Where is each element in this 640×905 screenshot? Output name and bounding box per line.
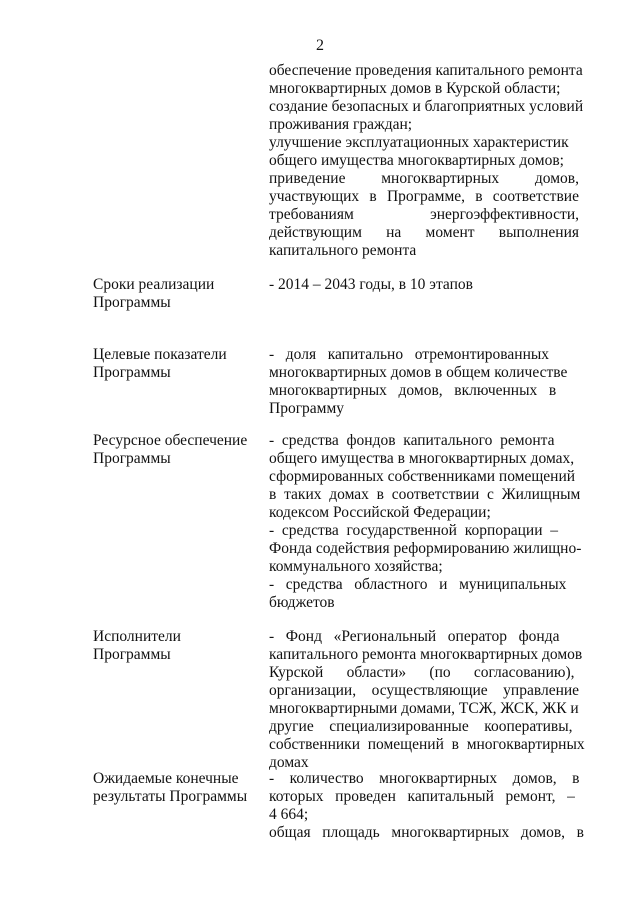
goals-line bbox=[269, 224, 579, 242]
label-line: результаты Программы bbox=[93, 788, 248, 805]
word: многоквартирных bbox=[381, 170, 500, 187]
goals-line: многоквартирных домов в Курской области; bbox=[269, 80, 561, 97]
goals-line bbox=[269, 188, 579, 206]
label-line: Программы bbox=[93, 364, 171, 381]
word: приведение bbox=[269, 170, 346, 187]
value-line: - Фонд «Региональный оператор фонда bbox=[269, 628, 560, 645]
value-line: Курской области» (по согласованию), bbox=[269, 664, 575, 681]
label-line: Целевые показатели bbox=[93, 346, 227, 363]
word: энергоэффективности, bbox=[430, 206, 579, 223]
value-line: многоквартирных домов в общем количестве bbox=[269, 364, 568, 381]
word: выполнения bbox=[498, 224, 579, 241]
word: в bbox=[475, 188, 483, 205]
section-value-executors bbox=[269, 628, 585, 772]
label-line: Ожидаемые конечные bbox=[93, 770, 239, 787]
label-line: Программы bbox=[93, 646, 171, 663]
word: на bbox=[386, 224, 402, 241]
value-line: - средства государственной корпорации – bbox=[269, 522, 559, 539]
word: в bbox=[369, 188, 377, 205]
value-line: которых проведен капитальный ремонт, – bbox=[269, 788, 575, 805]
section-label-results bbox=[93, 770, 263, 806]
word: соответствие bbox=[492, 188, 579, 205]
value-line: - количество многоквартирных домов, в bbox=[269, 770, 580, 787]
value-line: сформированных собственниками помещений bbox=[269, 468, 576, 485]
goals-line: создание безопасных и благоприятных условий bbox=[269, 98, 584, 115]
section-value-targets bbox=[269, 346, 579, 418]
value-line: другие специализированные кооперативы, bbox=[269, 718, 573, 735]
section-label-resources bbox=[93, 432, 263, 468]
goals-line bbox=[269, 170, 579, 188]
label-line: Программы bbox=[93, 450, 171, 467]
value-line: собственники помещений в многоквартирных bbox=[269, 736, 585, 753]
goals-line: проживания граждан; bbox=[269, 116, 413, 133]
value-line: - 2014 – 2043 годы, в 10 этапов bbox=[269, 276, 473, 293]
value-line: коммунального хозяйства; bbox=[269, 558, 443, 575]
goals-line: капитального ремонта bbox=[269, 242, 417, 259]
label-line: Программы bbox=[93, 294, 171, 311]
value-line: бюджетов bbox=[269, 594, 335, 611]
label-line: Исполнители bbox=[93, 628, 181, 645]
goals-line: обеспечение проведения капитального ремонта bbox=[269, 62, 583, 79]
word: домов, bbox=[534, 170, 579, 187]
label-line: Сроки реализации bbox=[93, 276, 215, 293]
label-line: Ресурсное обеспечение bbox=[93, 432, 248, 449]
value-line: многоквартирными домами, ТСЖ, ЖСК, ЖК и bbox=[269, 700, 579, 717]
value-line: - средства областного и муниципальных bbox=[269, 576, 567, 593]
word: требованиям bbox=[269, 206, 354, 223]
value-line: - средства фондов капитального ремонта bbox=[269, 432, 555, 449]
word: Программе, bbox=[386, 188, 466, 205]
value-line: капитального ремонта многоквартирных домов bbox=[269, 646, 583, 663]
value-line: - доля капитально отремонтированных bbox=[269, 346, 550, 363]
page-number: 2 bbox=[316, 37, 324, 54]
section-label-targets bbox=[93, 346, 263, 382]
word: участвующих bbox=[269, 188, 360, 205]
goals-line bbox=[269, 206, 579, 224]
value-line: домах bbox=[269, 754, 309, 771]
value-line: многоквартирных домов, включенных в bbox=[269, 382, 557, 399]
value-line: в таких домах в соответствии с Жилищным bbox=[269, 486, 581, 503]
word: момент bbox=[425, 224, 475, 241]
value-line: организации, осуществляющие управление bbox=[269, 682, 580, 699]
goals-line: улучшение эксплуатационных характеристик bbox=[269, 134, 569, 151]
section-value-resources bbox=[269, 432, 582, 612]
section-value-results bbox=[269, 770, 584, 842]
value-line: общая площадь многоквартирных домов, в bbox=[269, 824, 584, 841]
value-line: 4 664; bbox=[269, 806, 309, 823]
goals-line: общего имущества многоквартирных домов; bbox=[269, 152, 564, 169]
value-line: кодексом Российской Федерации; bbox=[269, 504, 491, 521]
goals-continued-text bbox=[269, 62, 584, 260]
section-value-period bbox=[269, 276, 579, 294]
value-line: общего имущества в многоквартирных домах, bbox=[269, 450, 575, 467]
word: действующим bbox=[269, 224, 362, 241]
section-label-period bbox=[93, 276, 263, 312]
section-label-executors bbox=[93, 628, 263, 664]
value-line: Программу bbox=[269, 400, 345, 417]
value-line: Фонда содействия реформированию жилищно- bbox=[269, 540, 582, 557]
